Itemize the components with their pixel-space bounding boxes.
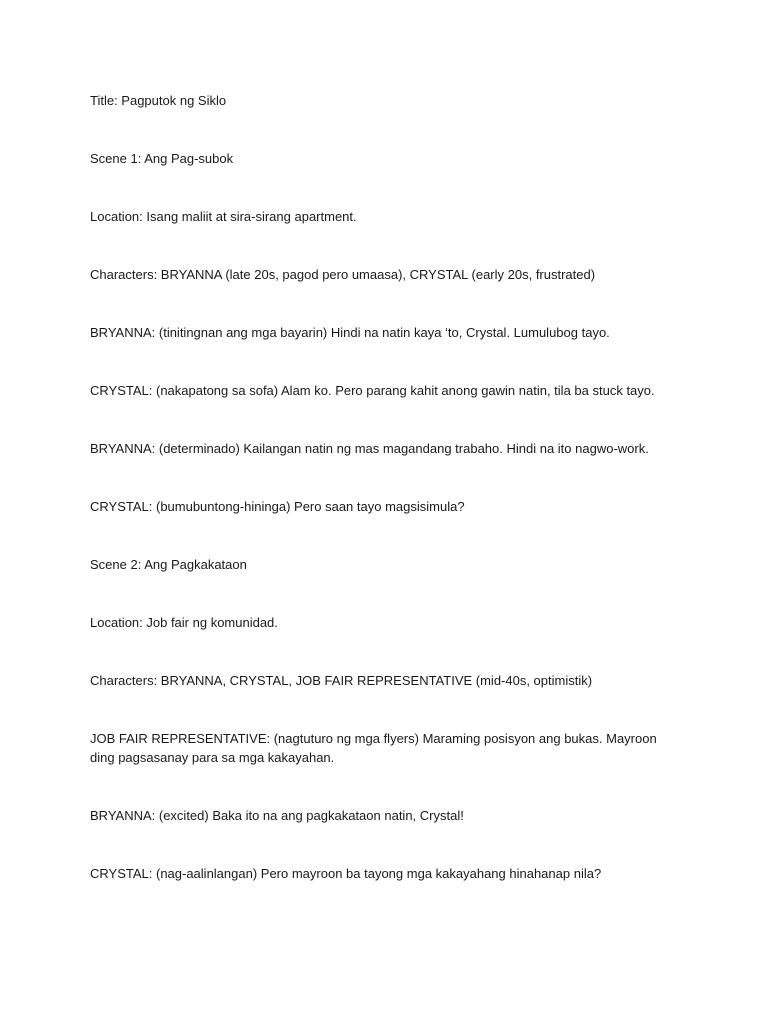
- dialogue-line: CRYSTAL: (nakapatong sa sofa) Alam ko. Pero parang kahit anong gawin natin, tila ba stuck tayo.: [90, 383, 655, 398]
- dialogue-line: CRYSTAL: (nag-aalinlangan) Pero mayroon ba tayong mga kakayahang hinahanap nila?: [90, 866, 602, 881]
- script-body: [90, 91, 660, 922]
- dialogue-line: CRYSTAL: (bumubuntong-hininga) Pero saan tayo magsisimula?: [90, 499, 465, 514]
- dialogue-line: BRYANNA: (excited) Baka ito na ang pagkakataon natin, Crystal!: [90, 808, 464, 823]
- characters-line: Characters: BRYANNA, CRYSTAL, JOB FAIR REPRESENTATIVE (mid-40s, optimistik): [90, 673, 593, 688]
- location-line: Location: Isang maliit at sira-sirang apartment.: [90, 209, 357, 224]
- characters-line: Characters: BRYANNA (late 20s, pagod pero umaasa), CRYSTAL (early 20s, frustrated): [90, 267, 596, 282]
- dialogue-line: BRYANNA: (tinitingnan ang mga bayarin) Hindi na natin kaya ‘to, Crystal. Lumulubog tayo.: [90, 325, 610, 340]
- dialogue-line: JOB FAIR REPRESENTATIVE: (nagtuturo ng mga flyers) Maraming posisyon ang bukas. Mayroon ding pagsasanay para sa mga kakayahan.: [90, 731, 657, 765]
- scene-heading: Scene 2: Ang Pagkakataon: [90, 557, 247, 572]
- scene-heading: Scene 1: Ang Pag-subok: [90, 151, 234, 166]
- dialogue-line: BRYANNA: (determinado) Kailangan natin ng mas magandang trabaho. Hindi na ito nagwo-work.: [90, 441, 649, 456]
- script-title: Title: Pagputok ng Siklo: [90, 93, 227, 108]
- location-line: Location: Job fair ng komunidad.: [90, 615, 278, 630]
